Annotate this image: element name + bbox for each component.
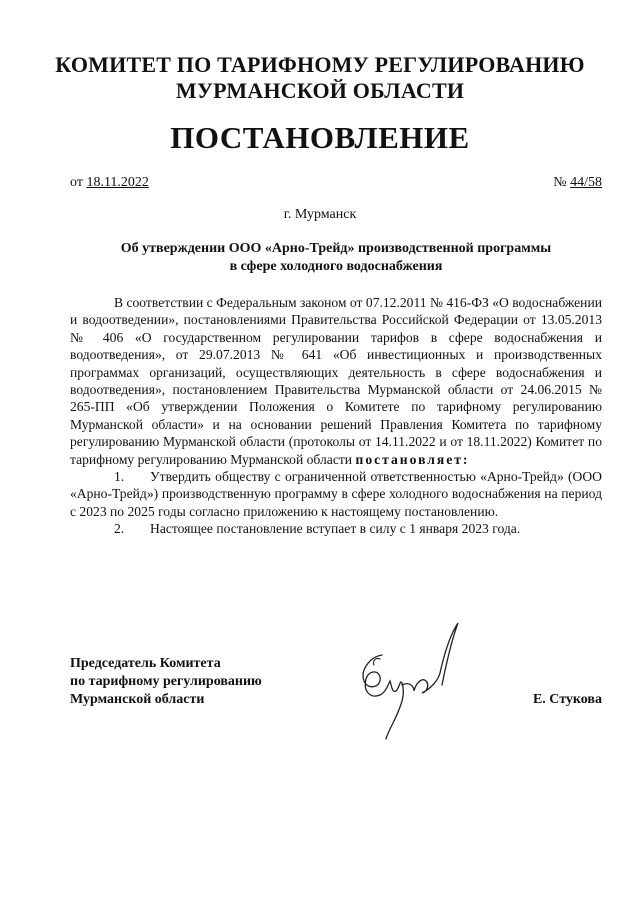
signatory-title-line-1: Председатель Комитета [70,656,221,671]
item-text: Утвердить обществу с ограниченной ответственностью «Арно-Трейд» (ООО «Арно-Трейд») производственную программу в сфере холодного водоснабжения на период с 2023 по 2025 годы согласно приложению к настоящему постановлению. [70,469,602,519]
list-item [70,520,602,537]
handwritten-signature-icon [330,615,470,745]
document-type-title: ПОСТАНОВЛЕНИЕ [170,120,470,155]
document-subject [70,240,602,276]
document-date [70,174,149,192]
date-prefix: от [70,175,87,190]
date-number-row [70,174,602,192]
document-number [553,174,602,192]
city: г. Мурманск [283,207,357,222]
item-text: Настоящее постановление вступает в силу с 1 января 2023 года. [150,521,521,537]
date-value: 18.11.2022 [86,175,149,190]
subject-line-1: Об утверждении ООО «Арно-Трейд» производственной программы [120,241,552,256]
signatory-title-line-2: по тарифному регулированию [70,674,262,689]
resolves-word: постановляет: [355,451,470,467]
organization-name [40,52,600,104]
item-number: 2. [114,521,125,537]
signatory-name: Е. Стукова [532,692,602,707]
org-line-1: КОМИТЕТ ПО ТАРИФНОМУ РЕГУЛИРОВАНИЮ [55,52,585,77]
item-number: 1. [114,469,125,485]
org-line-2: МУРМАНСКОЙ ОБЛАСТИ [175,78,465,103]
preamble-paragraph [70,294,602,468]
number-prefix: № [553,175,571,190]
signatory-title-line-3: Мурманской области [70,692,205,707]
signatory-title [70,655,262,709]
number-value: 44/58 [570,175,602,190]
list-item [70,468,602,520]
preamble-text: В соответствии с Федеральным законом от 07.12.2011 № 416-ФЗ «О водоснабжении и водоотведении», постановлениями Правительства Российской Федерации от 13.05.2013 № 406 «О государственном регулировании тарифов в сфере водоснабжения и водоотведения», от 29.07.2013 № 641 «Об инвестиционных и производственных программах организаций, осуществляющих деятельность в сфере водоснабжения и водоотведения», постановлением Правительства Мурманской области от 24.06.2015 № 265-ПП «Об утверждении Положения о Комитете по тарифному регулированию Мурманской области» и на основании решений Правления Комитета по тарифному регулированию Мурманской области (протоколы от 14.11.2022 и от 18.11.2022) Комитет по тарифному регулированию Мурманской области [70,295,602,467]
document-body [70,294,602,538]
subject-line-2: в сфере холодного водоснабжения [229,259,443,274]
